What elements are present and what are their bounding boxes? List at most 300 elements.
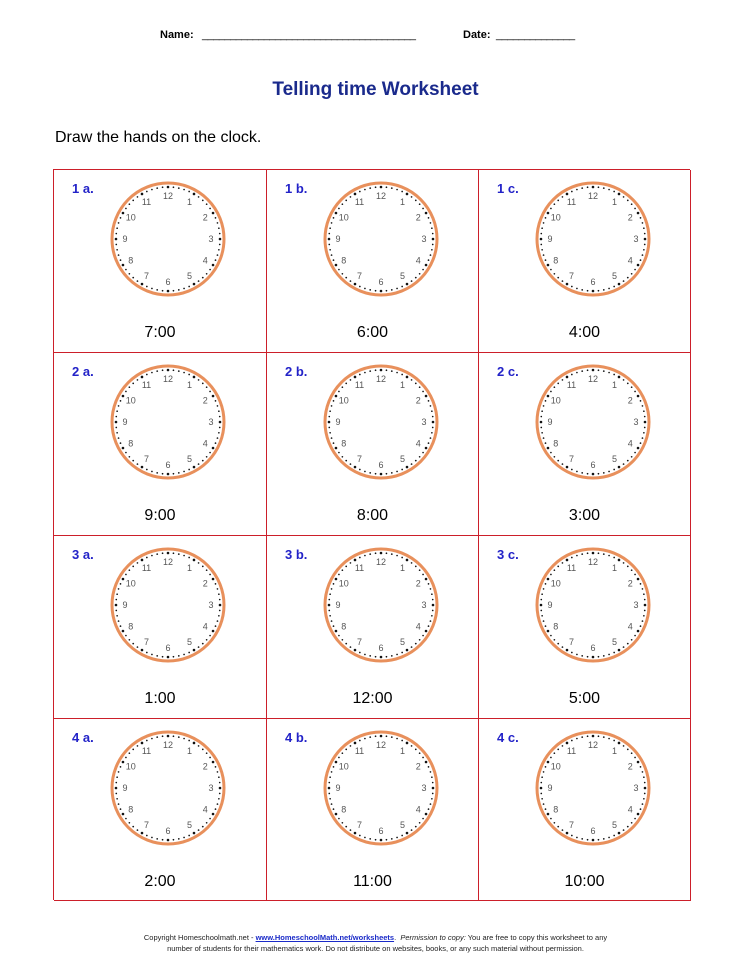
minute-tick [173,473,175,475]
minute-tick [183,654,185,656]
minute-tick [132,566,134,568]
clock-number: 9 [547,600,553,610]
clock-number: 5 [399,271,406,282]
clock-number: 6 [590,460,596,470]
minute-tick [386,369,388,371]
minute-tick [428,400,430,402]
minute-tick [364,555,366,557]
minute-tick [592,290,595,293]
minute-tick [396,372,398,374]
minute-tick [329,249,331,251]
minute-tick [125,818,127,820]
clock-number: 5 [399,637,406,648]
header-row [0,29,751,45]
minute-tick [369,370,371,372]
minute-tick [350,562,352,564]
minute-tick [432,610,434,612]
minute-tick [202,643,204,645]
clock-number: 6 [165,826,171,836]
minute-tick [386,186,388,188]
minute-tick [329,432,331,434]
minute-tick [562,829,564,831]
target-time: 8:00 [356,507,389,524]
minute-tick [375,473,377,475]
clock-number: 1 [186,379,193,390]
clock-number: 2 [415,578,421,589]
minute-tick [540,233,542,235]
clock-number: 4 [202,255,208,266]
minute-tick [419,386,421,388]
minute-tick [218,593,220,595]
minute-tick [125,269,127,271]
minute-tick [328,416,330,418]
footer-copyright: Copyright Homeschoolmath.net - [143,933,256,942]
minute-tick [642,620,644,622]
minute-tick [644,421,647,424]
clock-number: 1 [611,379,618,390]
minute-tick [547,630,550,633]
minute-tick [644,787,647,790]
minute-tick [592,656,595,659]
clock-number: 5 [611,637,618,648]
minute-tick [178,736,180,738]
minute-tick [129,569,131,571]
minute-tick [359,740,361,742]
target-time: 2:00 [144,873,176,890]
minute-tick [217,254,219,256]
minute-tick [162,839,164,841]
minute-tick [116,615,118,617]
clock-number: 5 [186,454,193,465]
minute-tick [122,761,125,764]
minute-tick [156,370,158,372]
minute-tick [338,574,340,576]
minute-tick [120,400,122,402]
minute-tick [627,826,629,828]
minute-tick [401,374,403,376]
minute-tick [608,738,610,740]
minute-tick [137,463,139,465]
minute-tick [219,782,221,784]
clock-face-icon[interactable] [532,544,654,666]
minute-tick [132,460,134,462]
clock-number: 3 [421,234,427,244]
date-label: Date: [463,29,491,41]
minute-tick [122,264,125,267]
minute-tick [643,593,645,595]
footer-link[interactable]: www.HomeschoolMath.net/worksheets [255,933,395,942]
minute-tick [151,837,153,839]
clock-number: 12 [587,740,599,750]
minute-tick [125,452,127,454]
minute-tick [608,288,610,290]
minute-tick [354,466,357,469]
clock-number: 8 [553,438,559,449]
minute-tick [120,442,122,444]
minute-tick [380,186,383,189]
minute-tick [369,736,371,738]
minute-tick [338,208,340,210]
clock-number: 2 [202,212,208,223]
minute-tick [193,466,196,469]
minute-tick [342,456,344,458]
minute-tick [631,822,633,824]
minute-tick [419,639,421,641]
minute-tick [167,473,170,476]
minute-tick [401,469,403,471]
clock-number: 6 [590,643,596,653]
minute-tick [188,740,190,742]
minute-tick [209,452,211,454]
minute-tick [141,742,144,745]
minute-tick [432,238,435,241]
minute-tick [598,473,600,475]
minute-tick [613,374,615,376]
clock-number: 1 [611,745,618,756]
minute-tick [554,569,556,571]
minute-tick [571,469,573,471]
clock-face-icon[interactable] [320,544,442,666]
minute-tick [422,208,424,210]
minute-tick [202,200,204,202]
minute-tick [116,798,118,800]
minute-tick [354,742,357,745]
minute-tick [188,191,190,193]
clock-face-icon[interactable] [532,727,654,849]
minute-tick [432,244,434,246]
minute-tick [335,578,338,581]
clock-number: 9 [122,783,128,793]
minute-tick [156,472,158,474]
minute-tick [425,761,428,764]
minute-tick [219,244,221,246]
minute-tick [550,208,552,210]
minute-tick [425,578,428,581]
minute-tick [562,280,564,282]
minute-tick [566,376,569,379]
minute-tick [209,391,211,393]
minute-tick [642,437,644,439]
minute-tick [215,400,217,402]
clock-number: 5 [399,820,406,831]
minute-tick [637,578,640,581]
minute-tick [406,376,409,379]
clock-face-icon[interactable] [107,178,229,300]
minute-tick [178,553,180,555]
minute-tick [333,808,335,810]
clock-number: 2 [627,212,633,223]
minute-tick [141,832,144,835]
minute-tick [217,588,219,590]
minute-tick [116,593,118,595]
minute-tick [598,656,600,658]
minute-tick [193,193,196,196]
minute-tick [345,460,347,462]
minute-tick [627,566,629,568]
clock-number: 3 [633,234,639,244]
minute-tick [193,742,196,745]
minute-tick [151,372,153,374]
problem-cell [479,536,691,719]
minute-tick [333,625,335,627]
minute-tick [634,757,636,759]
problem-label: 4 a. [72,730,94,745]
minute-tick [644,244,646,246]
minute-tick [167,369,170,372]
minute-tick [543,405,545,407]
minute-tick [354,376,357,379]
clock-face-icon[interactable] [107,361,229,483]
minute-tick [587,552,589,554]
minute-tick [642,222,644,224]
clock-face-icon[interactable] [532,361,654,483]
minute-tick [329,776,331,778]
clock-number: 8 [553,804,559,815]
problem-label: 3 a. [72,547,94,562]
clock-number: 4 [202,804,208,815]
problem-label: 2 b. [285,364,308,379]
minute-tick [631,203,633,205]
minute-tick [431,410,433,412]
minute-tick [541,249,543,251]
minute-tick [547,264,550,267]
clock-number: 2 [202,761,208,772]
clock-number: 4 [415,255,421,266]
minute-tick [328,233,330,235]
clock-face-icon[interactable] [107,727,229,849]
minute-tick [643,410,645,412]
clock-number: 12 [587,374,599,384]
clock-number: 3 [208,600,214,610]
minute-tick [156,838,158,840]
minute-tick [545,259,547,261]
minute-tick [188,835,190,837]
clock-number: 2 [202,578,208,589]
minute-tick [193,649,196,652]
minute-tick [209,818,211,820]
minute-tick [562,646,564,648]
clock-number: 9 [122,417,128,427]
minute-tick [183,738,185,740]
minute-tick [618,466,621,469]
minute-tick [576,738,578,740]
minute-tick [425,447,428,450]
minute-tick [415,460,417,462]
minute-tick [359,557,361,559]
minute-tick [406,466,409,469]
clock-number: 10 [550,578,561,589]
minute-tick [162,186,164,188]
minute-tick [206,752,208,754]
minute-tick [350,280,352,282]
minute-tick [642,588,644,590]
minute-tick [118,254,120,256]
minute-tick [198,196,200,198]
clock-number: 8 [128,255,134,266]
clock-number: 7 [356,820,363,831]
minute-tick [623,379,625,381]
clock-number: 5 [611,820,618,831]
clock-number: 8 [553,255,559,266]
minute-tick [178,655,180,657]
clock-number: 9 [335,600,341,610]
minute-tick [151,471,153,473]
minute-tick [354,559,357,562]
minute-tick [219,793,221,795]
clock-number: 4 [415,804,421,815]
clock-face-icon[interactable] [320,178,442,300]
minute-tick [592,186,595,189]
clock-grid [53,169,690,900]
minute-tick [576,189,578,191]
clock-number: 3 [633,600,639,610]
clock-number: 9 [335,417,341,427]
clock-number: 10 [550,212,561,223]
clock-face-icon[interactable] [320,361,442,483]
minute-tick [432,427,434,429]
minute-tick [151,189,153,191]
minute-tick [122,813,125,816]
minute-tick [338,391,340,393]
clock-number: 9 [547,234,553,244]
clock-number: 11 [141,745,152,756]
minute-tick [141,283,144,286]
minute-tick [206,386,208,388]
minute-tick [566,559,569,562]
minute-tick [183,471,185,473]
minute-tick [342,639,344,641]
minute-tick [137,745,139,747]
minute-tick [167,290,170,293]
minute-tick [146,740,148,742]
clock-number: 11 [566,196,577,207]
minute-tick [608,471,610,473]
minute-tick [328,782,330,784]
minute-tick [396,837,398,839]
minute-tick [613,740,615,742]
minute-tick [338,757,340,759]
clock-number: 3 [633,417,639,427]
minute-tick [215,625,217,627]
minute-tick [598,552,600,554]
problem-cell [479,170,691,353]
minute-tick [380,369,383,372]
clock-number: 10 [338,578,349,589]
minute-tick [386,735,388,737]
minute-tick [331,588,333,590]
minute-tick [576,837,578,839]
minute-tick [644,599,646,601]
minute-tick [422,757,424,759]
problem-cell [54,536,267,719]
minute-tick [391,736,393,738]
minute-tick [167,186,170,189]
minute-tick [415,200,417,202]
minute-tick [540,427,542,429]
minute-tick [634,635,636,637]
minute-tick [566,832,569,835]
minute-tick [146,835,148,837]
minute-tick [328,793,330,795]
minute-tick [118,771,120,773]
minute-tick [631,386,633,388]
minute-tick [627,749,629,751]
minute-tick [188,286,190,288]
minute-tick [219,787,222,790]
minute-tick [550,452,552,454]
minute-tick [415,277,417,279]
minute-tick [359,286,361,288]
clock-face-icon[interactable] [107,544,229,666]
minute-tick [557,749,559,751]
minute-tick [598,186,600,188]
minute-tick [642,803,644,805]
minute-tick [386,839,388,841]
clock-face-icon[interactable] [532,178,654,300]
minute-tick [146,557,148,559]
clock-number: 9 [335,234,341,244]
minute-tick [432,787,435,790]
clock-number: 12 [162,374,174,384]
minute-tick [540,244,542,246]
minute-tick [603,289,605,291]
minute-tick [545,766,547,768]
minute-tick [219,427,221,429]
minute-tick [116,776,118,778]
minute-tick [151,654,153,656]
clock-number: 10 [125,761,136,772]
minute-tick [137,379,139,381]
minute-tick [623,463,625,465]
minute-tick [430,254,432,256]
minute-tick [209,574,211,576]
minute-tick [419,203,421,205]
clock-number: 7 [568,454,575,465]
minute-tick [118,222,120,224]
clock-number: 7 [568,637,575,648]
minute-tick [137,196,139,198]
date-line: ______________ [496,29,575,41]
minute-tick [369,187,371,189]
minute-tick [587,290,589,292]
clock-number: 12 [162,740,174,750]
minute-tick [115,244,117,246]
minute-tick [217,620,219,622]
minute-tick [202,383,204,385]
minute-tick [557,826,559,828]
minute-tick [613,469,615,471]
clock-number: 1 [399,745,406,756]
clock-number: 11 [141,562,152,573]
minute-tick [193,559,196,562]
problem-cell [54,353,267,536]
minute-tick [328,238,331,241]
minute-tick [540,599,542,601]
target-time: 1:00 [144,690,176,707]
clock-number: 5 [186,271,193,282]
minute-tick [212,630,215,633]
minute-tick [541,593,543,595]
minute-tick [329,410,331,412]
minute-tick [122,447,125,450]
minute-tick [122,578,125,581]
minute-tick [118,803,120,805]
clock-face-icon[interactable] [320,727,442,849]
minute-tick [543,803,545,805]
footer-line-1: Copyright Homeschoolmath.net - www.HomeschoolMath.net/worksheets. Permission to copy: You are free to copy this worksheet to any [143,933,608,942]
minute-tick [396,654,398,656]
minute-tick [122,212,125,215]
